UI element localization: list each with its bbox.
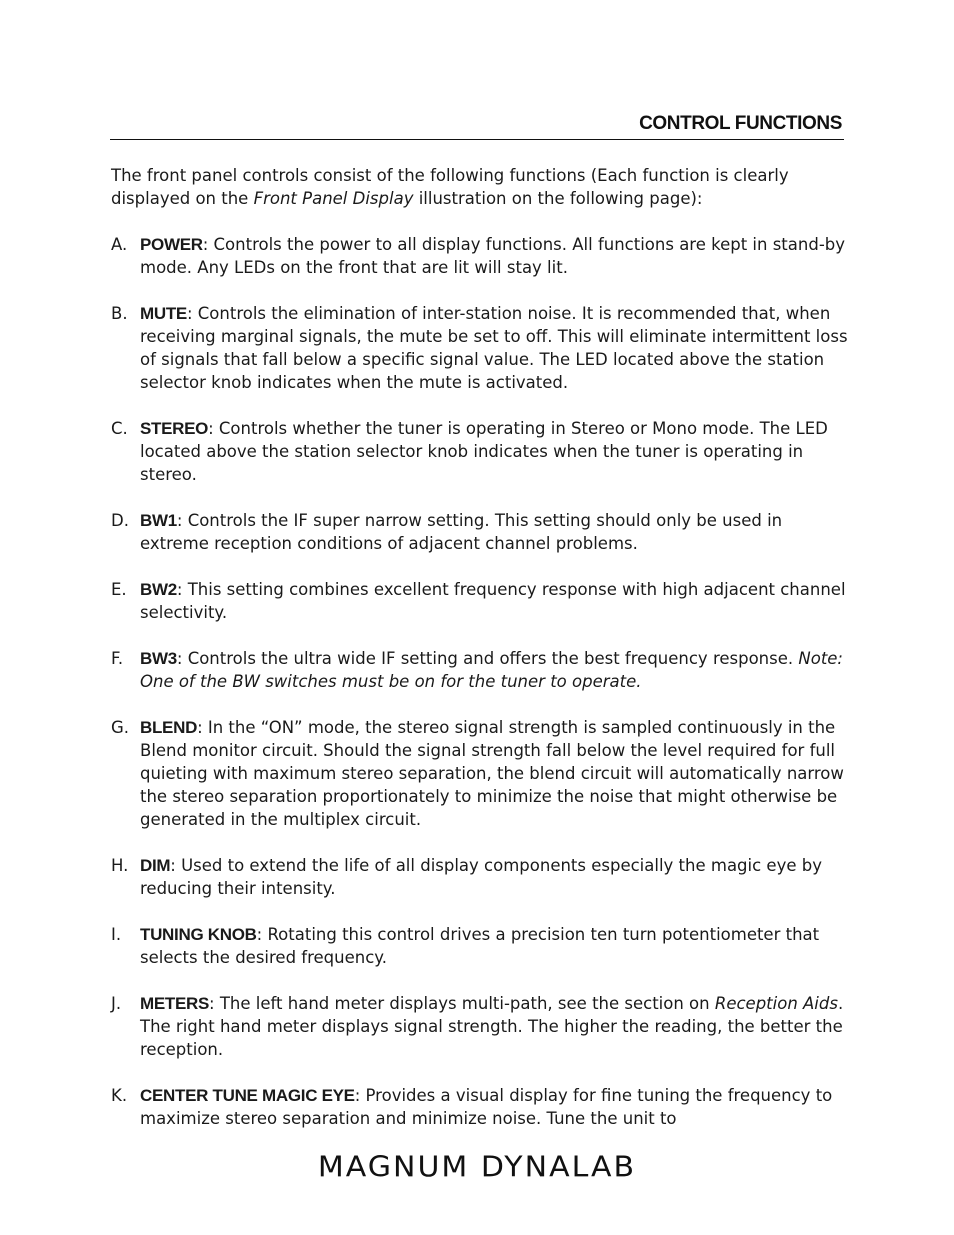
item-text-end: . The right hand meter displays signal strength. The higher the reading, the better the reception. [140,994,844,1059]
item-term: BW2 [140,580,177,599]
item-term: STEREO [140,419,209,438]
list-item [111,992,851,1061]
item-letter: C. [111,419,128,438]
item-term: TUNING KNOB [140,925,257,944]
item-letter: A. [111,235,128,254]
item-term: MUTE [140,304,187,323]
item-text: : Used to extend the life of all display components especially the magic eye by reducing their intensity. [140,856,822,898]
list-item [111,578,851,624]
list-item [111,233,851,279]
item-letter: I. [111,925,122,944]
list-item [111,647,851,693]
item-letter: E. [111,580,127,599]
list-item [111,1084,851,1130]
item-note: Note: One of the BW switches must be on for the tuner to operate. [140,649,843,691]
list-item [111,417,851,486]
brand-logo: MAGNUM DYNALAB [317,1150,637,1185]
item-term: CENTER TUNE MAGIC EYE [140,1086,355,1105]
page-heading: CONTROL FUNCTIONS [639,113,842,134]
intro-emphasis: Front Panel Display [253,189,414,208]
item-term: BW3 [140,649,177,668]
item-letter: D. [111,511,129,530]
item-term: DIM [140,856,171,875]
item-term: BW1 [140,511,177,530]
item-text: : This setting combines excellent frequency response with high adjacent channel selectivity. [140,580,846,622]
item-emphasis: Reception Aids [714,994,838,1013]
list-item [111,509,851,555]
item-text: : Controls the elimination of inter-station noise. It is recommended that, when receiving marginal signals, the mute be set to off. This will eliminate intermittent loss of signals that fall below a specific signal value. The LED located above the station selector knob indicates when the mute is activated. [140,304,848,392]
list-item [111,716,851,831]
document-body [111,164,851,1153]
item-term: METERS [140,994,210,1013]
item-text: : Provides a visual display for fine tuning the frequency to maximize stereo separation and minimize noise. Tune the unit to [140,1086,833,1128]
intro-paragraph [111,164,851,210]
item-text: : Controls the ultra wide IF setting and offers the best frequency response. [176,649,799,668]
item-letter: B. [111,304,128,323]
heading-divider [110,139,844,140]
list-item [111,302,851,394]
item-text: : The left hand meter displays multi-path, see the section on [209,994,715,1013]
item-term: BLEND [140,718,198,737]
item-text: : Rotating this control drives a precision ten turn potentiometer that selects the desired frequency. [140,925,820,967]
intro-text-end: illustration on the following page): [413,189,703,208]
item-text: : In the “ON” mode, the stereo signal strength is sampled continuously in the Blend monitor circuit. Should the signal strength fall below the level required for full quieting with maximum stereo separation, the blend circuit will automatically narrow the stereo separation proportionately to minimize the noise that might otherwise be generated in the multiplex circuit. [140,718,844,829]
list-item [111,854,851,900]
item-text: : Controls the power to all display functions. All functions are kept in stand-by mode. Any LEDs on the front that are lit will stay lit. [140,235,846,277]
item-letter: H. [111,856,129,875]
intro-text: The front panel controls consist of the following functions (Each function is clearly displayed on the [111,166,789,208]
item-letter: K. [111,1086,128,1105]
list-item [111,923,851,969]
item-term: POWER [140,235,203,254]
item-text: : Controls whether the tuner is operating in Stereo or Mono mode. The LED located above the station selector knob indicates when the tuner is operating in stereo. [140,419,828,484]
item-text: : Controls the IF super narrow setting. This setting should only be used in extreme reception conditions of adjacent channel problems. [140,511,783,553]
item-letter: G. [111,718,130,737]
function-list [111,233,851,1130]
item-letter: J. [111,994,122,1013]
item-letter: F. [111,649,124,668]
